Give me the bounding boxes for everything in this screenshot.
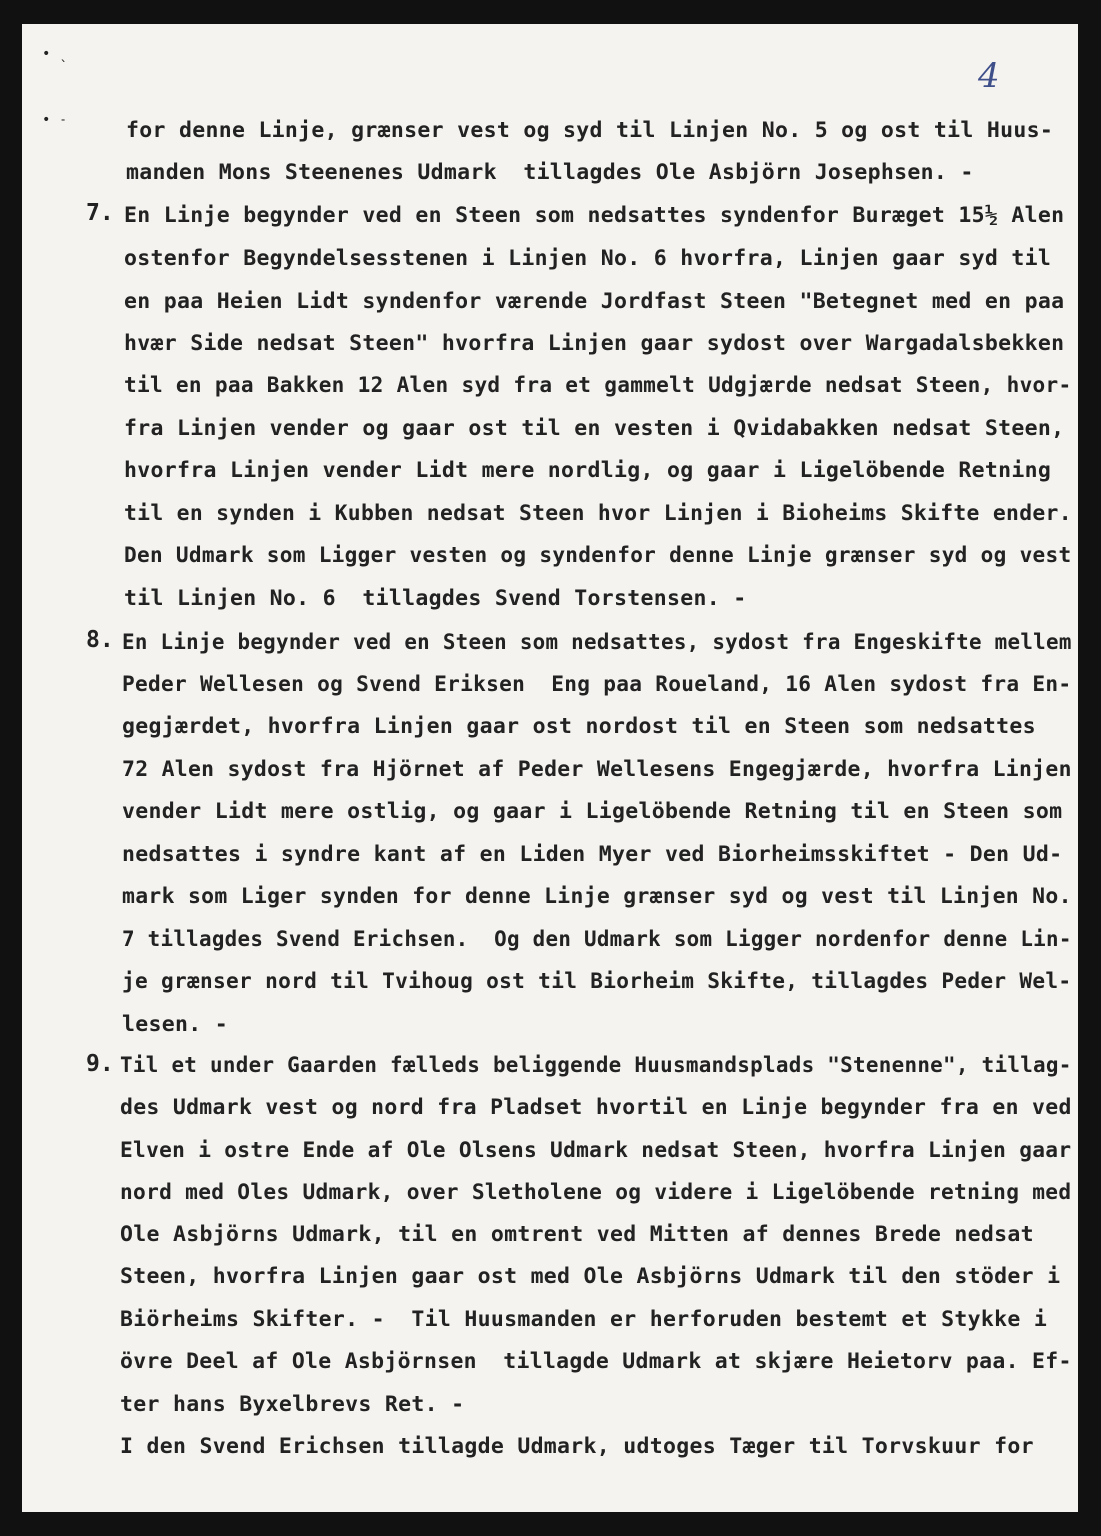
text-line: Peder Wellesen og Svend Eriksen Eng paa Roueland, 16 Alen sydost fra En- [122, 672, 1072, 697]
text-line: Til et under Gaarden fælleds beliggende Huusmandsplads "Stenenne", tillag- [120, 1053, 1072, 1078]
margin-mark: • ˎ [42, 46, 68, 62]
text-line: vender Lidt mere ostlig, og gaar i Ligelöbende Retning til en Steen som [122, 799, 1063, 824]
text-line: Elven i ostre Ende af Ole Olsens Udmark nedsat Steen, hvorfra Linjen gaar [120, 1138, 1072, 1163]
text-line: gegjærdet, hvorfra Linjen gaar ost nordost til en Steen som nedsattes [122, 714, 1036, 739]
text-line: for denne Linje, grænser vest og syd til Linjen No. 5 og ost til Huus- [126, 118, 1054, 143]
text-line: hvær Side nedsat Steen" hvorfra Linjen gaar sydost over Wargadalsbekken [124, 331, 1065, 356]
text-line: fra Linjen vender og gaar ost til en vesten i Qvidabakken nedsat Steen, [124, 416, 1065, 441]
text-line: Steen, hvorfra Linjen gaar ost med Ole Asbjörns Udmark til den stöder i [120, 1264, 1061, 1289]
text-line: Den Udmark som Ligger vesten og syndenfor denne Linje grænser syd og vest [124, 543, 1072, 568]
text-line: nedsattes i syndre kant af en Liden Myer ved Biorheimsskiftet - Den Ud- [122, 842, 1063, 867]
item-number: 9. [86, 1051, 114, 1077]
page-number: 4 [978, 56, 1000, 96]
text-line: til en paa Bakken 12 Alen syd fra et gammelt Udgjærde nedsat Steen, hvor- [124, 373, 1072, 398]
text-line: til Linjen No. 6 tillagdes Svend Torstensen. - [124, 586, 747, 611]
text-line: Ole Asbjörns Udmark, til en omtrent ved Mitten af dennes Brede nedsat [120, 1222, 1034, 1247]
text-line: nord med Oles Udmark, over Sletholene og videre i Ligelöbende retning med [120, 1180, 1072, 1205]
text-line: 7 tillagdes Svend Erichsen. Og den Udmark som Ligger nordenfor denne Lin- [122, 927, 1072, 952]
text-line: ter hans Byxelbrevs Ret. - [120, 1392, 465, 1417]
text-line: mark som Liger synden for denne Linje grænser syd og vest til Linjen No. [122, 884, 1072, 909]
text-line: En Linje begynder ved en Steen som nedsattes, sydost fra Engeskifte mellem [122, 630, 1072, 655]
text-line: I den Svend Erichsen tillagde Udmark, udtoges Tæger til Torvskuur for [120, 1434, 1034, 1459]
text-line: En Linje begynder ved en Steen som nedsattes syndenfor Buræget 15½ Alen [124, 203, 1065, 228]
text-line: övre Deel af Ole Asbjörnsen tillagde Udmark at skjære Heietorv paa. Ef- [120, 1349, 1072, 1374]
text-line: hvorfra Linjen vender Lidt mere nordlig, og gaar i Ligelöbende Retning [124, 458, 1052, 483]
text-line: en paa Heien Lidt syndenfor værende Jordfast Steen "Betegnet med en paa [124, 289, 1065, 314]
text-line: til en synden i Kubben nedsat Steen hvor Linjen i Bioheims Skifte ender. [124, 501, 1072, 526]
text-line: lesen. - [122, 1012, 228, 1037]
text-line: je grænser nord til Tvihoug ost til Biorheim Skifte, tillagdes Peder Wel- [122, 969, 1072, 994]
text-line: 72 Alen sydost fra Hjörnet af Peder Wellesens Engegjærde, hvorfra Linjen [122, 757, 1072, 782]
text-line: ostenfor Begyndelsesstenen i Linjen No. 6 hvorfra, Linjen gaar syd til [124, 246, 1052, 271]
text-line: manden Mons Steenenes Udmark tillagdes Ole Asbjörn Josephsen. - [126, 160, 974, 185]
text-line: des Udmark vest og nord fra Pladset hvortil en Linje begynder fra en ved [120, 1095, 1072, 1120]
item-number: 7. [86, 200, 114, 226]
text-line: Biörheims Skifter. - Til Huusmanden er herforuden bestemt et Stykke i [120, 1307, 1048, 1332]
margin-mark: • ˗ [42, 112, 68, 128]
item-number: 8. [86, 627, 114, 653]
